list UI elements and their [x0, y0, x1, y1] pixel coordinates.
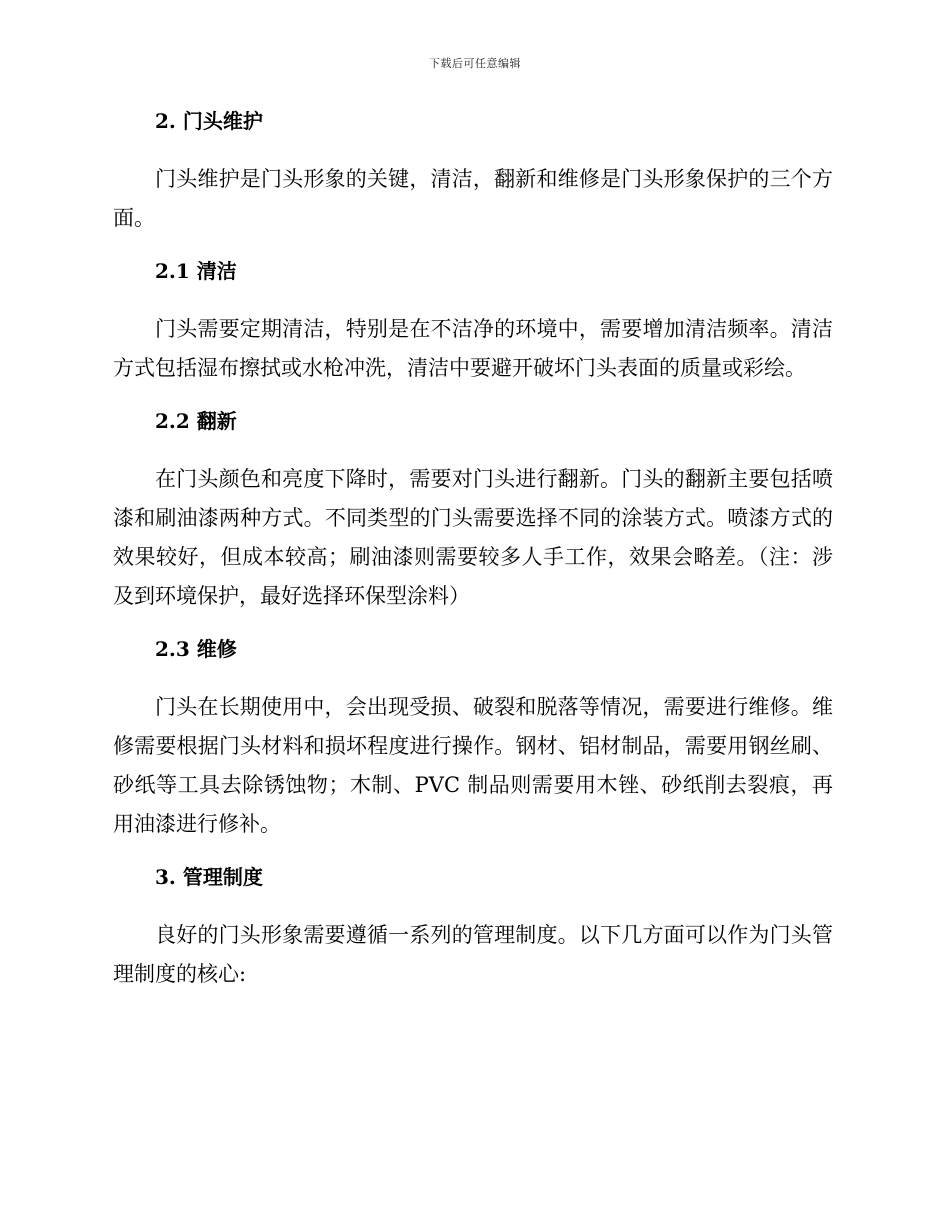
document-body [113, 106, 833, 994]
section-heading-cleaning: 2.1 清洁 [155, 259, 237, 283]
section-heading-renovation: 2.2 翻新 [155, 409, 237, 433]
section-paragraph-renovation: 在门头颜色和亮度下降时，需要对门头进行翻新。门头的翻新主要包括喷漆和刷油漆两种方式。不同类型的门头需要选择不同的涂装方式。喷漆方式的效果较好，但成本较高；刷油漆则需要较多人手工作，效果会略差。（注：涉及到环境保护，最好选择环保型涂料） [113, 467, 833, 608]
section-heading-door-maintenance: 2. 门头维护 [155, 109, 263, 133]
section-heading-management-system: 3. 管理制度 [155, 865, 263, 889]
section-paragraph-door-maintenance: 门头维护是门头形象的关键，清洁，翻新和维修是门头形象保护的三个方面。 [113, 167, 833, 230]
section-heading-repair: 2.3 维修 [155, 637, 237, 661]
section-paragraph-management-system: 良好的门头形象需要遵循一系列的管理制度。以下几方面可以作为门头管理制度的核心: [113, 923, 833, 986]
section-paragraph-repair: 门头在长期使用中，会出现受损、破裂和脱落等情况，需要进行维修。维修需要根据门头材料和损坏程度进行操作。钢材、铝材制品，需要用钢丝刷、砂纸等工具去除锈蚀物；木制、PVC 制品则需要用木锉、砂纸削去裂痕，再用油漆进行修补。 [113, 695, 833, 836]
page-header-note: 下载后可任意编辑 [429, 57, 521, 70]
section-paragraph-cleaning: 门头需要定期清洁，特别是在不洁净的环境中，需要增加清洁频率。清洁方式包括湿布擦拭或水枪冲洗，清洁中要避开破坏门头表面的质量或彩绘。 [113, 317, 833, 380]
